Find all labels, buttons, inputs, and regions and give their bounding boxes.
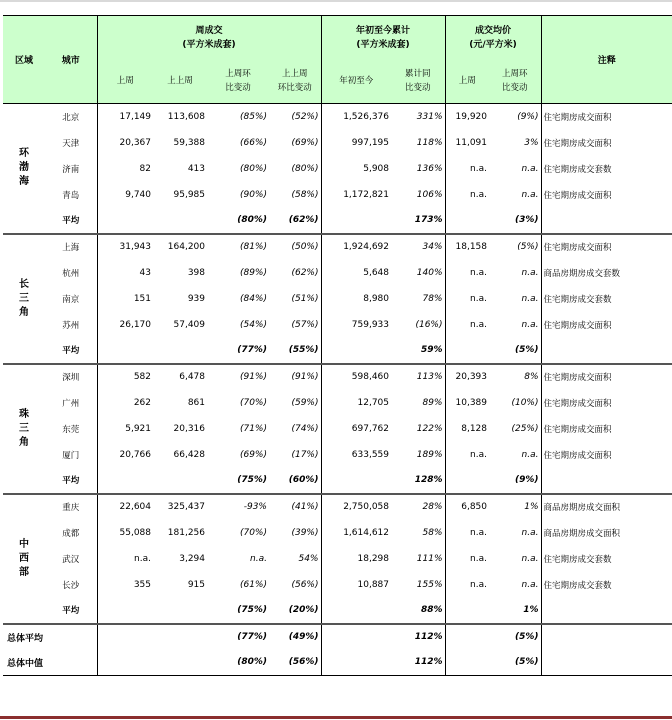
- avg-last-week-change: (77%): [207, 338, 269, 364]
- empty-cell: [97, 624, 153, 650]
- prev-week-change: (59%): [291, 397, 319, 408]
- prev-week-header: 上上周: [153, 60, 207, 104]
- price-change: (10%): [511, 397, 539, 408]
- top-rule: [0, 0, 672, 2]
- ytd-change: 28%: [422, 502, 443, 512]
- avg-ytd-change: 128%: [391, 468, 445, 494]
- avg-price-change: (9%): [489, 468, 541, 494]
- region-label: 环渤海: [3, 104, 45, 234]
- last-week-change: (90%): [239, 189, 267, 200]
- city-name: 厦门: [45, 442, 97, 468]
- price-change: 3%: [524, 137, 539, 148]
- prev-week-change: (69%): [291, 137, 319, 148]
- last-week-value: 20,367: [119, 137, 151, 148]
- city-header: 城市: [45, 16, 97, 104]
- note-header: 注释: [541, 16, 672, 104]
- last-week-change: (89%): [239, 267, 267, 278]
- ytd-value: 1,172,821: [321, 182, 391, 208]
- note-text: 商品房期房成交面积: [541, 520, 672, 546]
- total-price-change: (5%): [489, 650, 541, 676]
- last-week-change: (69%): [239, 449, 267, 460]
- ytd-value: 1,526,376: [321, 104, 391, 130]
- empty-cell: [321, 650, 391, 676]
- price-value: n.a.: [445, 286, 489, 312]
- avg-prev-week-change: (62%): [269, 208, 321, 234]
- prev-week-value: 3,294: [179, 553, 205, 564]
- ytd-change: 136%: [416, 163, 443, 174]
- last-week-change: (61%): [239, 579, 267, 590]
- last-week-change: (70%): [239, 397, 267, 408]
- city-name: 重庆: [45, 494, 97, 520]
- empty-cell: [321, 468, 391, 494]
- empty-cell: [153, 468, 207, 494]
- ytd-value: 5,648: [321, 260, 391, 286]
- empty-cell: [153, 650, 207, 676]
- empty-cell: [445, 650, 489, 676]
- avg-last-week-change: (80%): [207, 208, 269, 234]
- price-change: n.a.: [521, 267, 539, 278]
- table-row: [3, 364, 672, 390]
- last-week-change: (91%): [239, 372, 267, 382]
- average-row: [3, 208, 672, 234]
- region-label: 长三角: [3, 234, 45, 364]
- ytd-change: 34%: [422, 242, 443, 252]
- ytd-value: 997,195: [321, 130, 391, 156]
- price-change: n.a.: [521, 579, 539, 590]
- note-text: 住宅期房成交套数: [541, 572, 672, 598]
- average-row: [3, 598, 672, 624]
- note-text: 住宅期房成交面积: [541, 416, 672, 442]
- header-row-groups: [3, 16, 672, 60]
- empty-cell: [97, 598, 153, 624]
- price-change: 1%: [524, 502, 539, 512]
- ytd-value: 1,924,692: [321, 234, 391, 260]
- total-last-week-change: (77%): [237, 632, 267, 642]
- table-row: [3, 312, 672, 338]
- empty-cell: [445, 624, 489, 650]
- table-row: [3, 104, 672, 130]
- note-text: 住宅期房成交面积: [541, 364, 672, 390]
- prev-week-change: (17%): [291, 449, 319, 460]
- price-value: n.a.: [445, 156, 489, 182]
- empty-cell: [541, 338, 672, 364]
- avg-last-week-change: (75%): [207, 468, 269, 494]
- last-week-change: n.a.: [250, 553, 267, 564]
- empty-cell: [445, 338, 489, 364]
- last-week-change: (70%): [239, 527, 267, 538]
- ytd-value: 2,750,058: [321, 494, 391, 520]
- price-value: n.a.: [445, 520, 489, 546]
- price-value: n.a.: [445, 572, 489, 598]
- prev-week-value: 181,256: [167, 527, 205, 538]
- price-group-header: 成交均价 (元/平方米): [445, 16, 541, 60]
- ytd-value: 633,559: [321, 442, 391, 468]
- avg-price-change: (5%): [489, 338, 541, 364]
- last-week-value: 20,766: [119, 449, 151, 460]
- empty-cell: [321, 208, 391, 234]
- price-value: 6,850: [445, 494, 489, 520]
- prev-week-value: 57,409: [173, 319, 205, 330]
- prev-week-value: 164,200: [167, 242, 205, 252]
- prev-week-change: (62%): [291, 267, 319, 278]
- empty-cell: [153, 208, 207, 234]
- city-name: 青岛: [45, 182, 97, 208]
- prev-week-change: (52%): [291, 111, 319, 122]
- empty-cell: [97, 650, 153, 676]
- empty-cell: [153, 624, 207, 650]
- last-week-value: 5,921: [125, 423, 151, 434]
- last-week-value: 9,740: [125, 189, 151, 200]
- total-ytd-change: 112%: [391, 650, 445, 676]
- last-week-value: 151: [133, 293, 151, 304]
- price-change: n.a.: [521, 163, 539, 174]
- empty-cell: [153, 598, 207, 624]
- prev-week-value: 20,316: [173, 423, 205, 434]
- city-name: 东莞: [45, 416, 97, 442]
- average-row: [3, 338, 672, 364]
- empty-cell: [445, 208, 489, 234]
- ytd-value: 8,980: [321, 286, 391, 312]
- table-row: [3, 390, 672, 416]
- table-row: [3, 286, 672, 312]
- table-row: [3, 416, 672, 442]
- price-value: n.a.: [445, 312, 489, 338]
- ytd-value: 1,614,612: [321, 520, 391, 546]
- table-row: [3, 234, 672, 260]
- city-name: 深圳: [45, 364, 97, 390]
- note-text: 商品房期房成交面积: [541, 494, 672, 520]
- price-value: 10,389: [445, 390, 489, 416]
- price-value: n.a.: [445, 182, 489, 208]
- city-name: 武汉: [45, 546, 97, 572]
- price-change: n.a.: [521, 189, 539, 200]
- ytd-change: 122%: [416, 423, 443, 434]
- note-text: 住宅期房成交面积: [541, 182, 672, 208]
- last-week-value: 17,149: [119, 111, 151, 122]
- prev-week-value: 398: [187, 267, 205, 278]
- weekly-group-header: 周成交 (平方米成套): [97, 16, 321, 60]
- table-row: [3, 572, 672, 598]
- last-week-value: 582: [133, 372, 151, 382]
- city-name: 广州: [45, 390, 97, 416]
- price-change: 8%: [524, 372, 539, 382]
- region-header: 区域: [3, 16, 45, 104]
- ytd-value: 12,705: [321, 390, 391, 416]
- prev-week-value: 59,388: [173, 137, 205, 148]
- price-value: 18,158: [445, 234, 489, 260]
- last-week-change: (54%): [239, 319, 267, 330]
- ytd-change: 189%: [416, 449, 443, 460]
- ytd-change: 155%: [416, 579, 443, 590]
- ytd-change: 111%: [416, 553, 443, 564]
- note-text: 住宅期房成交面积: [541, 312, 672, 338]
- empty-cell: [97, 338, 153, 364]
- empty-cell: [153, 338, 207, 364]
- price-value: 20,393: [445, 364, 489, 390]
- prev-week-value: 413: [187, 163, 205, 174]
- price-change: (25%): [511, 423, 539, 434]
- empty-cell: [97, 468, 153, 494]
- price-last-week-header: 上周: [445, 60, 489, 104]
- ytd-change: (16%): [415, 319, 443, 330]
- city-name: 南京: [45, 286, 97, 312]
- prev-week-change-header: 上上周 环比变动: [269, 60, 321, 104]
- average-label: 平均: [45, 598, 97, 624]
- prev-week-change: (39%): [291, 527, 319, 538]
- average-row: [3, 468, 672, 494]
- prev-week-value: 915: [187, 579, 205, 590]
- note-text: 住宅期房成交套数: [541, 286, 672, 312]
- prev-week-value: 113,608: [167, 111, 205, 122]
- price-value: n.a.: [445, 442, 489, 468]
- total-row: [3, 624, 672, 650]
- last-week-change: (81%): [239, 242, 267, 252]
- empty-cell: [321, 598, 391, 624]
- prev-week-change: (41%): [291, 502, 319, 512]
- city-name: 上海: [45, 234, 97, 260]
- price-value: 8,128: [445, 416, 489, 442]
- ytd-value: 18,298: [321, 546, 391, 572]
- city-name: 苏州: [45, 312, 97, 338]
- empty-cell: [445, 598, 489, 624]
- note-text: 住宅期房成交套数: [541, 156, 672, 182]
- price-change: n.a.: [521, 319, 539, 330]
- avg-prev-week-change: (55%): [269, 338, 321, 364]
- last-week-value: 26,170: [119, 319, 151, 330]
- prev-week-change: (80%): [291, 163, 319, 174]
- price-change: n.a.: [521, 527, 539, 538]
- last-week-value: 43: [139, 267, 151, 278]
- prev-week-change: (50%): [291, 242, 319, 252]
- last-week-change: -93%: [243, 502, 267, 512]
- table-row: [3, 494, 672, 520]
- last-week-value: 55,088: [119, 527, 151, 538]
- note-text: 住宅期房成交面积: [541, 234, 672, 260]
- last-week-value: 22,604: [119, 502, 151, 512]
- avg-last-week-change: (75%): [207, 598, 269, 624]
- last-week-change: (85%): [239, 111, 267, 122]
- city-name: 北京: [45, 104, 97, 130]
- city-name: 长沙: [45, 572, 97, 598]
- last-week-value: 82: [139, 163, 151, 174]
- ytd-header: 年初至今: [321, 60, 391, 104]
- last-week-change: (84%): [239, 293, 267, 304]
- total-label: 总体中值: [3, 650, 97, 676]
- city-name: 杭州: [45, 260, 97, 286]
- empty-cell: [541, 624, 672, 650]
- region-label: 中西部: [3, 494, 45, 624]
- prev-week-value: 66,428: [173, 449, 205, 460]
- ytd-change: 331%: [416, 111, 443, 122]
- ytd-change: 106%: [416, 189, 443, 200]
- price-value: n.a.: [445, 260, 489, 286]
- table-row: [3, 546, 672, 572]
- table-row: [3, 130, 672, 156]
- ytd-value: 598,460: [321, 364, 391, 390]
- note-text: 住宅期房成交面积: [541, 442, 672, 468]
- note-text: 住宅期房成交面积: [541, 390, 672, 416]
- last-week-change: (66%): [239, 137, 267, 148]
- city-name: 济南: [45, 156, 97, 182]
- ytd-value: 697,762: [321, 416, 391, 442]
- avg-price-change: 1%: [489, 598, 541, 624]
- table-row: [3, 156, 672, 182]
- prev-week-value: 95,985: [173, 189, 205, 200]
- prev-week-value: 861: [187, 397, 205, 408]
- price-change: n.a.: [521, 553, 539, 564]
- prev-week-change: (57%): [291, 319, 319, 330]
- last-week-header: 上周: [97, 60, 153, 104]
- last-week-change: (71%): [239, 423, 267, 434]
- price-change: (9%): [517, 111, 539, 122]
- ytd-group-header: 年初至今累计 (平方米成套): [321, 16, 445, 60]
- ytd-change: 140%: [416, 267, 443, 278]
- prev-week-change: 54%: [298, 553, 319, 564]
- note-text: 商品房期房成交套数: [541, 260, 672, 286]
- empty-cell: [541, 208, 672, 234]
- ytd-change-header: 累计同 比变动: [391, 60, 445, 104]
- empty-cell: [445, 468, 489, 494]
- total-prev-week-change: (49%): [288, 632, 319, 642]
- empty-cell: [541, 650, 672, 676]
- table-body: [3, 16, 672, 676]
- avg-ytd-change: 59%: [391, 338, 445, 364]
- ytd-value: 10,887: [321, 572, 391, 598]
- avg-prev-week-change: (20%): [269, 598, 321, 624]
- total-price-change: (5%): [514, 632, 539, 642]
- price-value: 11,091: [445, 130, 489, 156]
- total-row: [3, 650, 672, 676]
- last-week-change-header: 上周环 比变动: [207, 60, 269, 104]
- ytd-value: 5,908: [321, 156, 391, 182]
- total-last-week-change: (80%): [207, 650, 269, 676]
- last-week-value: 355: [133, 579, 151, 590]
- note-text: 住宅期房成交面积: [541, 104, 672, 130]
- average-label: 平均: [45, 338, 97, 364]
- region-label: 珠三角: [3, 364, 45, 494]
- empty-cell: [541, 468, 672, 494]
- prev-week-value: 939: [187, 293, 205, 304]
- price-change: n.a.: [521, 293, 539, 304]
- prev-week-change: (91%): [291, 372, 319, 382]
- prev-week-value: 6,478: [179, 372, 205, 382]
- housing-sales-table: [3, 15, 672, 676]
- bottom-rule: [0, 716, 672, 719]
- total-label: 总体平均: [3, 624, 97, 650]
- empty-cell: [321, 338, 391, 364]
- prev-week-change: (74%): [291, 423, 319, 434]
- ytd-change: 78%: [422, 293, 443, 304]
- price-change: (5%): [517, 242, 539, 252]
- price-change: n.a.: [521, 449, 539, 460]
- average-label: 平均: [45, 208, 97, 234]
- ytd-change: 89%: [422, 397, 443, 408]
- ytd-change: 118%: [416, 137, 443, 148]
- table-row: [3, 442, 672, 468]
- ytd-value: 759,933: [321, 312, 391, 338]
- price-value: n.a.: [445, 546, 489, 572]
- avg-ytd-change: 173%: [391, 208, 445, 234]
- city-name: 天津: [45, 130, 97, 156]
- last-week-value: 31,943: [119, 242, 151, 252]
- ytd-change: 113%: [416, 372, 443, 382]
- ytd-change: 58%: [422, 527, 443, 538]
- price-value: 19,920: [445, 104, 489, 130]
- empty-cell: [321, 624, 391, 650]
- avg-prev-week-change: (60%): [269, 468, 321, 494]
- empty-cell: [97, 208, 153, 234]
- prev-week-change: (58%): [291, 189, 319, 200]
- prev-week-change: (56%): [291, 579, 319, 590]
- prev-week-change: (51%): [291, 293, 319, 304]
- price-change-header: 上周环 比变动: [489, 60, 541, 104]
- note-text: 住宅期房成交面积: [541, 130, 672, 156]
- total-ytd-change: 112%: [414, 632, 443, 642]
- empty-cell: [541, 598, 672, 624]
- avg-ytd-change: 88%: [391, 598, 445, 624]
- avg-price-change: (3%): [489, 208, 541, 234]
- last-week-value: 262: [133, 397, 151, 408]
- prev-week-value: 325,437: [167, 502, 205, 512]
- table-row: [3, 260, 672, 286]
- table-row: [3, 520, 672, 546]
- last-week-value: n.a.: [134, 553, 151, 564]
- note-text: 住宅期房成交套数: [541, 546, 672, 572]
- city-name: 成都: [45, 520, 97, 546]
- total-prev-week-change: (56%): [269, 650, 321, 676]
- average-label: 平均: [45, 468, 97, 494]
- last-week-change: (80%): [239, 163, 267, 174]
- table-row: [3, 182, 672, 208]
